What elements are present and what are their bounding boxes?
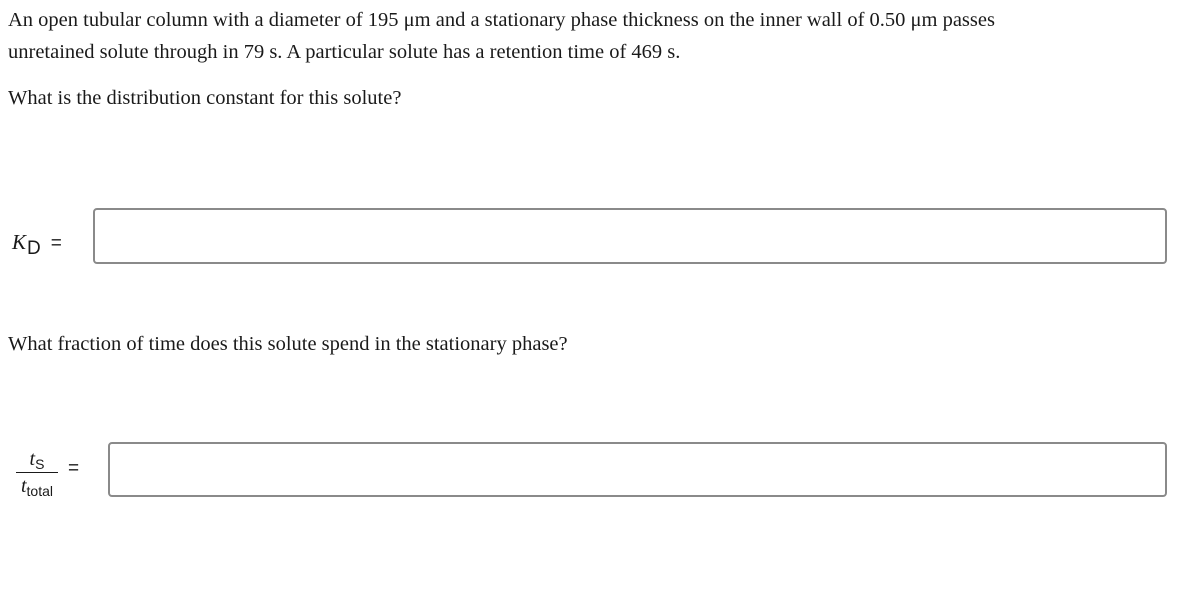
question-distribution-constant: What is the distribution constant for this solute?	[8, 87, 402, 109]
fraction-denominator	[16, 475, 58, 498]
kd-label	[12, 228, 62, 258]
fraction-numerator	[16, 448, 58, 471]
fraction-bar	[16, 472, 58, 473]
problem-statement	[8, 4, 1188, 68]
fraction-equals-sign: =	[68, 458, 80, 479]
numerator-subscript: S	[35, 456, 45, 472]
kd-equals-sign: =	[50, 233, 62, 254]
fraction-answer-input[interactable]	[108, 442, 1167, 497]
kd-label-subscript: D	[27, 238, 41, 259]
problem-line-1: An open tubular column with a diameter of 195 μm and a stationary phase thickness on the inner wall of 0.50 μm passes	[8, 9, 995, 31]
time-fraction-label	[16, 448, 58, 498]
denominator-variable: t	[20, 475, 27, 497]
denominator-subscript: total	[26, 483, 54, 499]
numerator-variable: t	[29, 448, 36, 470]
problem-line-2: unretained solute through in 79 s. A particular solute has a retention time of 469 s.	[8, 41, 681, 63]
kd-label-variable: K	[12, 230, 27, 254]
kd-answer-input[interactable]	[93, 208, 1167, 264]
question-stationary-fraction: What fraction of time does this solute spend in the stationary phase?	[8, 333, 568, 355]
